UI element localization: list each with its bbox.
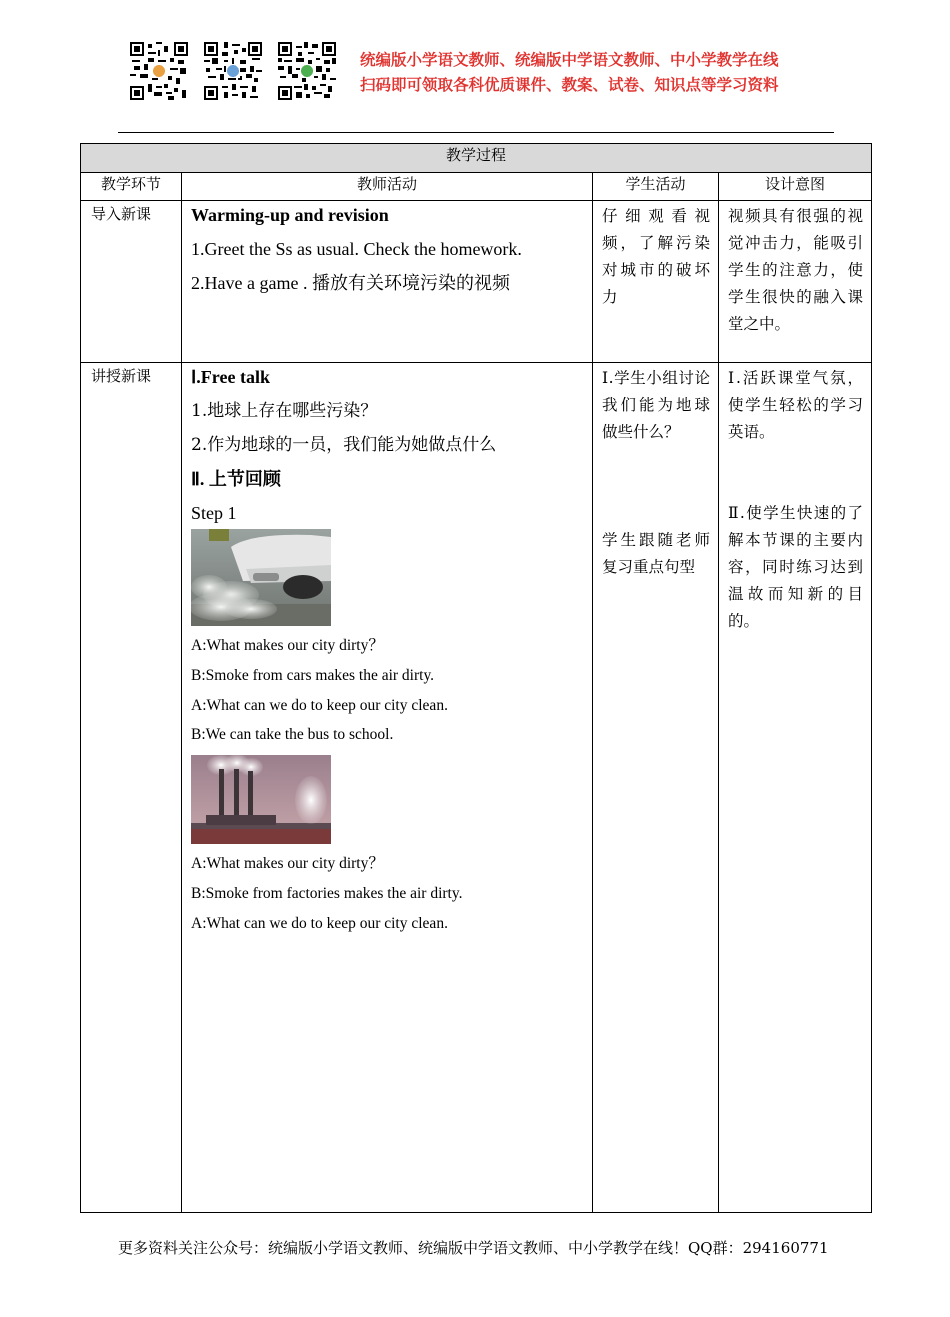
step-label: Step 1 [191,503,237,523]
header-student: 学生活动 [593,173,719,201]
warmup-line-1: 1.Greet the Ss as usual. Check the homework. [191,239,522,259]
promo-line-2: 扫码即可领取各科优质课件、教案、试卷、知识点等学习资料 [360,76,779,94]
lesson-table [80,143,872,1213]
table-row [81,201,872,363]
intent-text-2: Ⅱ.使学生快速的了解本节课的主要内容，同时练习达到温故而知新的目的。 [728,504,864,630]
section-intro: 导入新课 [81,201,182,363]
free-talk-title: Ⅰ.Free talk [191,367,270,387]
promo-text [360,48,779,98]
header-intent: 设计意图 [719,173,872,201]
header-stage: 教学环节 [81,173,182,201]
table-title-row [81,144,872,173]
question-1: 1.地球上存在哪些污染？ [191,401,378,421]
review-title: Ⅱ. 上节回顾 [191,469,281,489]
header-teacher: 教师活动 [182,173,593,201]
promo-line-1: 统编版小学语文教师、统编版中学语文教师、中小学教学在线 [360,51,779,69]
page-footer: 更多资料关注公众号：统编版小学语文教师、统编版中学语文教师、中小学教学在线！QQ群：294160771 [118,1239,829,1257]
dialog-1-line-1: A:What makes our city dirty？ [191,637,384,654]
intent-text-1: Ⅰ.活跃课堂气氛，使学生轻松的学习英语。 [728,369,864,441]
table-row [81,363,872,1213]
section-new-lesson: 讲授新课 [81,363,182,1213]
qr-code-icon [130,42,188,100]
student-activity-intro [593,201,719,363]
warmup-title: Warming-up and revision [191,205,389,225]
student-activity-new [593,363,719,1213]
teacher-activity-new [182,363,593,1213]
student-text-1: Ⅰ.学生小组讨论我们能为地球做些什么？ [602,369,710,441]
dialog-1-line-2: B:Smoke from cars makes the air dirty. [191,666,435,684]
qr-code-icon [278,42,336,100]
car-exhaust-image [191,529,331,626]
teacher-activity-intro [182,201,593,363]
intent-text: 视频具有很强的视觉冲击力，能吸引学生的注意力，使学生很快的融入课堂之中。 [728,207,864,333]
dialog-1-line-3: A:What can we do to keep our city clean. [191,696,448,714]
dialog-1-line-4: B:We can take the bus to school. [191,726,394,744]
design-intent-intro [719,201,872,363]
page-header [0,0,950,140]
factory-smoke-image [191,755,331,844]
warmup-line-2: 2.Have a game . 播放有关环境污染的视频 [191,273,510,293]
question-2: 2.作为地球的一员，我们能为她做点什么 [191,435,497,455]
table-title: 教学过程 [81,144,872,173]
table-header-row [81,173,872,201]
header-divider [118,132,834,133]
dialog-2-line-2: B:Smoke from factories makes the air dirty. [191,884,463,902]
student-text: 仔细观看视频，了解污染对城市的破坏力 [602,207,710,306]
dialog-2-line-3: A:What can we do to keep our city clean. [191,914,448,932]
dialog-2-line-1: A:What makes our city dirty？ [191,855,384,873]
design-intent-new [719,363,872,1213]
qr-code-icon [204,42,262,100]
student-text-2: 学生跟随老师复习重点句型 [602,531,710,576]
